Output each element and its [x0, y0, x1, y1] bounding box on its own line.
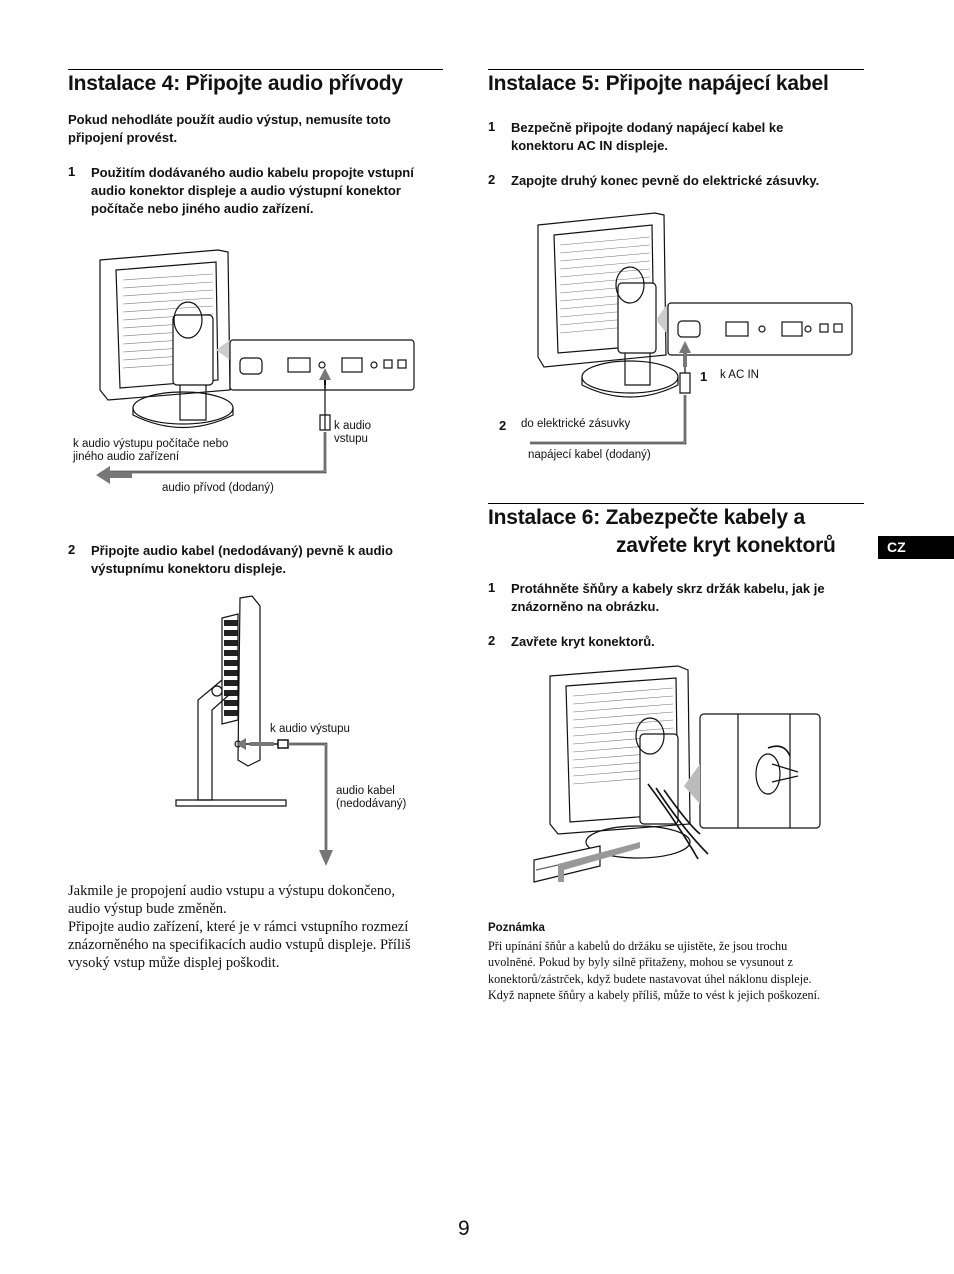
- intro-line: připojení provést.: [68, 130, 178, 145]
- fig5-label-socket: do elektrické zásuvky: [521, 418, 631, 430]
- fig2-label-audio-output: k audio výstupu: [270, 723, 350, 735]
- label-line: audio kabel: [336, 785, 395, 797]
- section4-step2-text: [91, 542, 451, 578]
- note-line: konektorů/zástrček, když budete nastavovat úhel náklonu displeje.: [488, 971, 812, 986]
- note-body: [488, 938, 868, 1003]
- fig5-label-cable: napájecí kabel (dodaný): [528, 449, 651, 461]
- section5-step2-text: [511, 172, 871, 190]
- section4-step2-number: 2: [68, 542, 76, 557]
- section6-step1-number: 1: [488, 580, 496, 595]
- fig5-label-acin: k AC IN: [720, 369, 759, 381]
- section6-title-line1: Instalace 6: Zabezpečte kabely a: [488, 506, 805, 529]
- fig1-label-pc-output: [73, 438, 228, 464]
- step-line: audio konektor displeje a audio výstupní konektor: [91, 183, 401, 198]
- step-line: Zapojte druhý konec pevně do elektrické zásuvky.: [511, 173, 820, 188]
- step-line: Použitím dodávaného audio kabelu propojte vstupní: [91, 165, 414, 180]
- section4-step1-text: [91, 164, 451, 218]
- section4-top-rule: [68, 69, 443, 70]
- fig2-label-cable: [336, 785, 406, 811]
- step-line: Bezpečně připojte dodaný napájecí kabel ke: [511, 120, 784, 135]
- section4-intro: [68, 111, 448, 147]
- intro-line: Pokud nehodláte použít audio výstup, nemusíte toto: [68, 112, 391, 127]
- body-line: znázorněného na specifikacích audio vstupů displeje. Příliš: [68, 937, 411, 953]
- step-line: konektoru AC IN displeje.: [511, 138, 668, 153]
- step-line: Zavřete kryt konektorů.: [511, 634, 655, 649]
- note-line: uvolněné. Pokud by byly silně přitaženy, mohou se vysunout z: [488, 955, 793, 970]
- label-line: k audio výstupu počítače nebo: [73, 438, 229, 450]
- label-line: k audio: [334, 420, 372, 432]
- body-line: Připojte audio zařízení, které je v rámci vstupního rozmezí: [68, 919, 409, 935]
- section5-top-rule: [488, 69, 864, 70]
- label-line: (nedodávaný): [336, 798, 407, 810]
- step-line: Připojte audio kabel (nedodávaný) pevně k audio: [91, 543, 393, 558]
- section5-step1-number: 1: [488, 119, 496, 134]
- note-title: Poznámka: [488, 922, 545, 934]
- fig1-label-cable: audio přívod (dodaný): [162, 482, 274, 494]
- label-line: vstupu: [334, 433, 368, 445]
- step-line: výstupnímu konektoru displeje.: [91, 561, 287, 576]
- body-line: audio výstup bude změněn.: [68, 901, 227, 917]
- fig5-callout-2: 2: [499, 418, 507, 433]
- step-line: znázorněno na obrázku.: [511, 599, 660, 614]
- section6-step1-text: [511, 580, 871, 616]
- section5-step2-number: 2: [488, 172, 496, 187]
- section5-title: Instalace 5: Připojte napájecí kabel: [488, 72, 829, 95]
- section6-title-line2: zavřete kryt konektorů: [616, 534, 836, 557]
- section6-step2-number: 2: [488, 633, 496, 648]
- note-line: Při upínání šňůr a kabelů do držáku se ujistěte, že jsou trochu: [488, 939, 788, 953]
- label-line: jiného audio zařízení: [73, 451, 180, 463]
- section4-body-text: [68, 882, 448, 972]
- fig5-callout-1: 1: [700, 369, 708, 384]
- body-line: Jakmile je propojení audio vstupu a výstupu dokončeno,: [68, 883, 396, 899]
- body-line: vysoký vstup může displej poškodit.: [68, 955, 280, 971]
- step-line: Protáhněte šňůry a kabely skrz držák kabelu, jak je: [511, 581, 825, 596]
- section4-step1-number: 1: [68, 164, 76, 179]
- section5-step1-text: [511, 119, 861, 155]
- section4-title: Instalace 4: Připojte audio přívody: [68, 72, 403, 95]
- step-line: počítače nebo jiného audio zařízení.: [91, 201, 314, 216]
- page-number: 9: [458, 1217, 470, 1240]
- language-tab: CZ: [878, 536, 954, 559]
- section6-top-rule: [488, 503, 864, 504]
- figure-cable-holder: [528, 664, 828, 909]
- note-line: Když napnete šňůry a kabely příliš, může to vést k jejich poškození.: [488, 987, 821, 1002]
- fig1-label-audio-input: [334, 420, 371, 446]
- section6-step2-text: [511, 633, 871, 651]
